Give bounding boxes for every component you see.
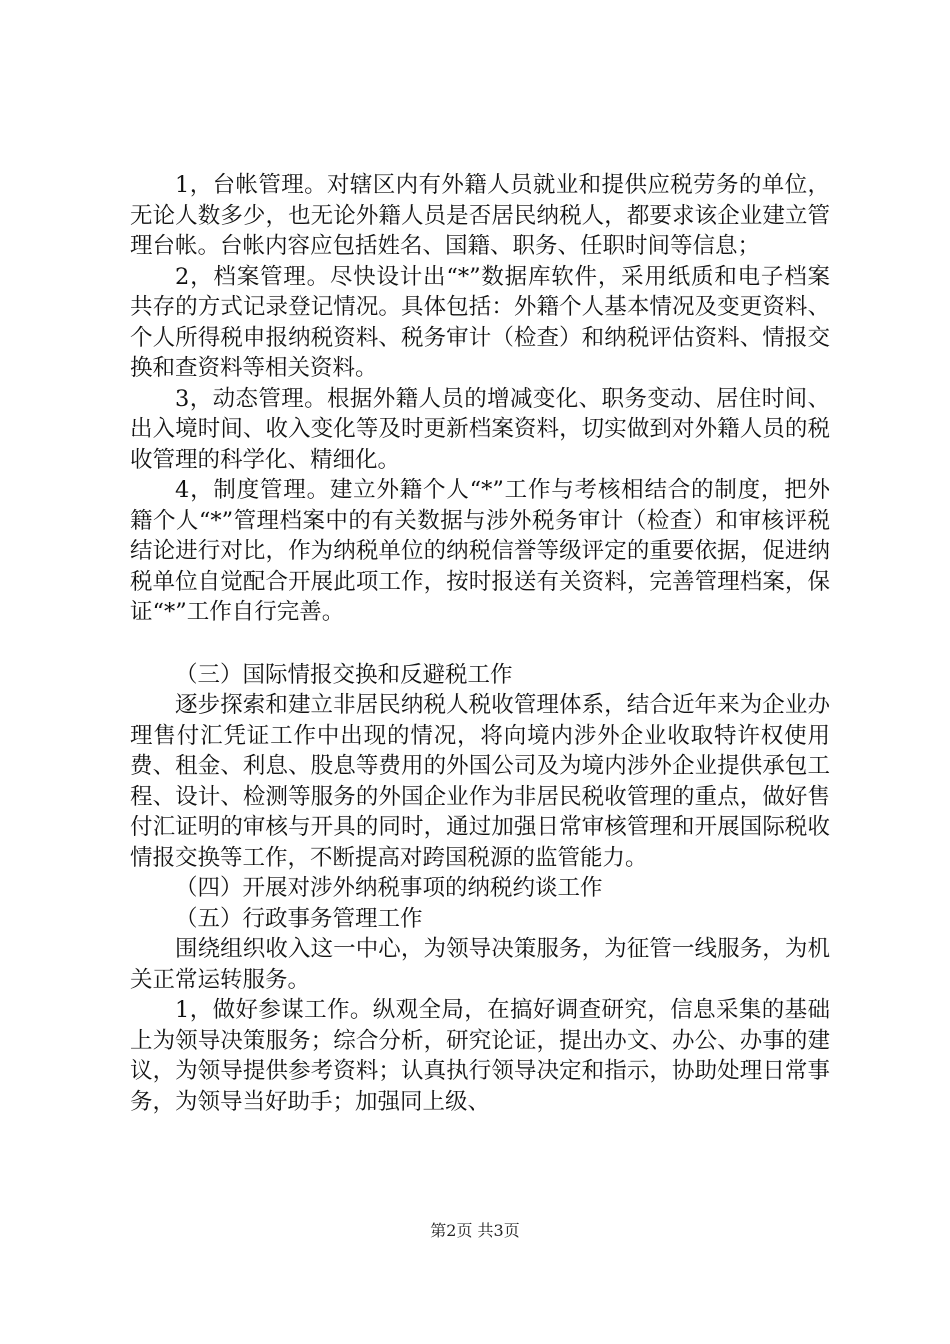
section-heading-5: （五）行政事务管理工作 [175,905,423,932]
paragraph-archive-management: 2，档案管理。尽快设计出“*”数据库软件，采用纸质和电子档案共存的方式记录登记情况。具体包括：外籍个人基本情况及变更资料、个人所得税申报纳税资料、税务审计（检查）和纳税评估资料、情报交换和查资料等相关资料。 [130,263,830,381]
document-body [130,170,830,1117]
paragraph-section-5: 围绕组织收入这一中心，为领导决策服务，为征管一线服务，为机关正常运转服务。 [130,936,830,993]
paragraph-section-3: 逐步探索和建立非居民纳税人税收管理体系，结合近年来为企业办理售付汇凭证工作中出现的情况，将向境内涉外企业收取特许权使用费、租金、利息、股息等费用的外国公司及为境内涉外企业提供承包工程、设计、检测等服务的外国企业作为非居民税收管理的重点，做好售付汇证明的审核与开具的同时，通过加强日常审核管理和开展国际税收情报交换等工作，不断提高对跨国税源的监管能力。 [130,692,830,871]
paragraph-dynamic-management: 3，动态管理。根据外籍人员的增减变化、职务变动、居住时间、出入境时间、收入变化等及时更新档案资料，切实做到对外籍人员的税收管理的科学化、精细化。 [130,385,830,473]
paragraph-ledger-management: 1，台帐管理。对辖区内有外籍人员就业和提供应税劳务的单位，无论人数多少，也无论外籍人员是否居民纳税人，都要求该企业建立管理台帐。台帐内容应包括姓名、国籍、职务、任职时间等信息； [130,172,830,259]
paragraph-system-management: 4，制度管理。建立外籍个人“*”工作与考核相结合的制度，把外籍个人“*”管理档案中的有关数据与涉外税务审计（检查）和审核评税结论进行对比，作为纳税单位的纳税信誉等级评定的重要依据，促进纳税单位自觉配合开展此项工作，按时报送有关资料，完善管理档案，保证“*”工作自行完善。 [130,477,830,625]
page-number-footer: 第2页 共3页 [430,1221,520,1240]
paragraph-section-5-item-1: 1，做好参谋工作。纵观全局，在搞好调查研究，信息采集的基础上为领导决策服务；综合分析，研究论证，提出办文、办公、办事的建议，为领导提供参考资料；认真执行领导决定和指示，协助处理日常事务，为领导当好助手；加强同上级、 [130,997,830,1115]
section-heading-3: （三）国际情报交换和反避税工作 [175,661,513,688]
section-heading-4: （四）开展对涉外纳税事项的纳税约谈工作 [175,875,603,901]
